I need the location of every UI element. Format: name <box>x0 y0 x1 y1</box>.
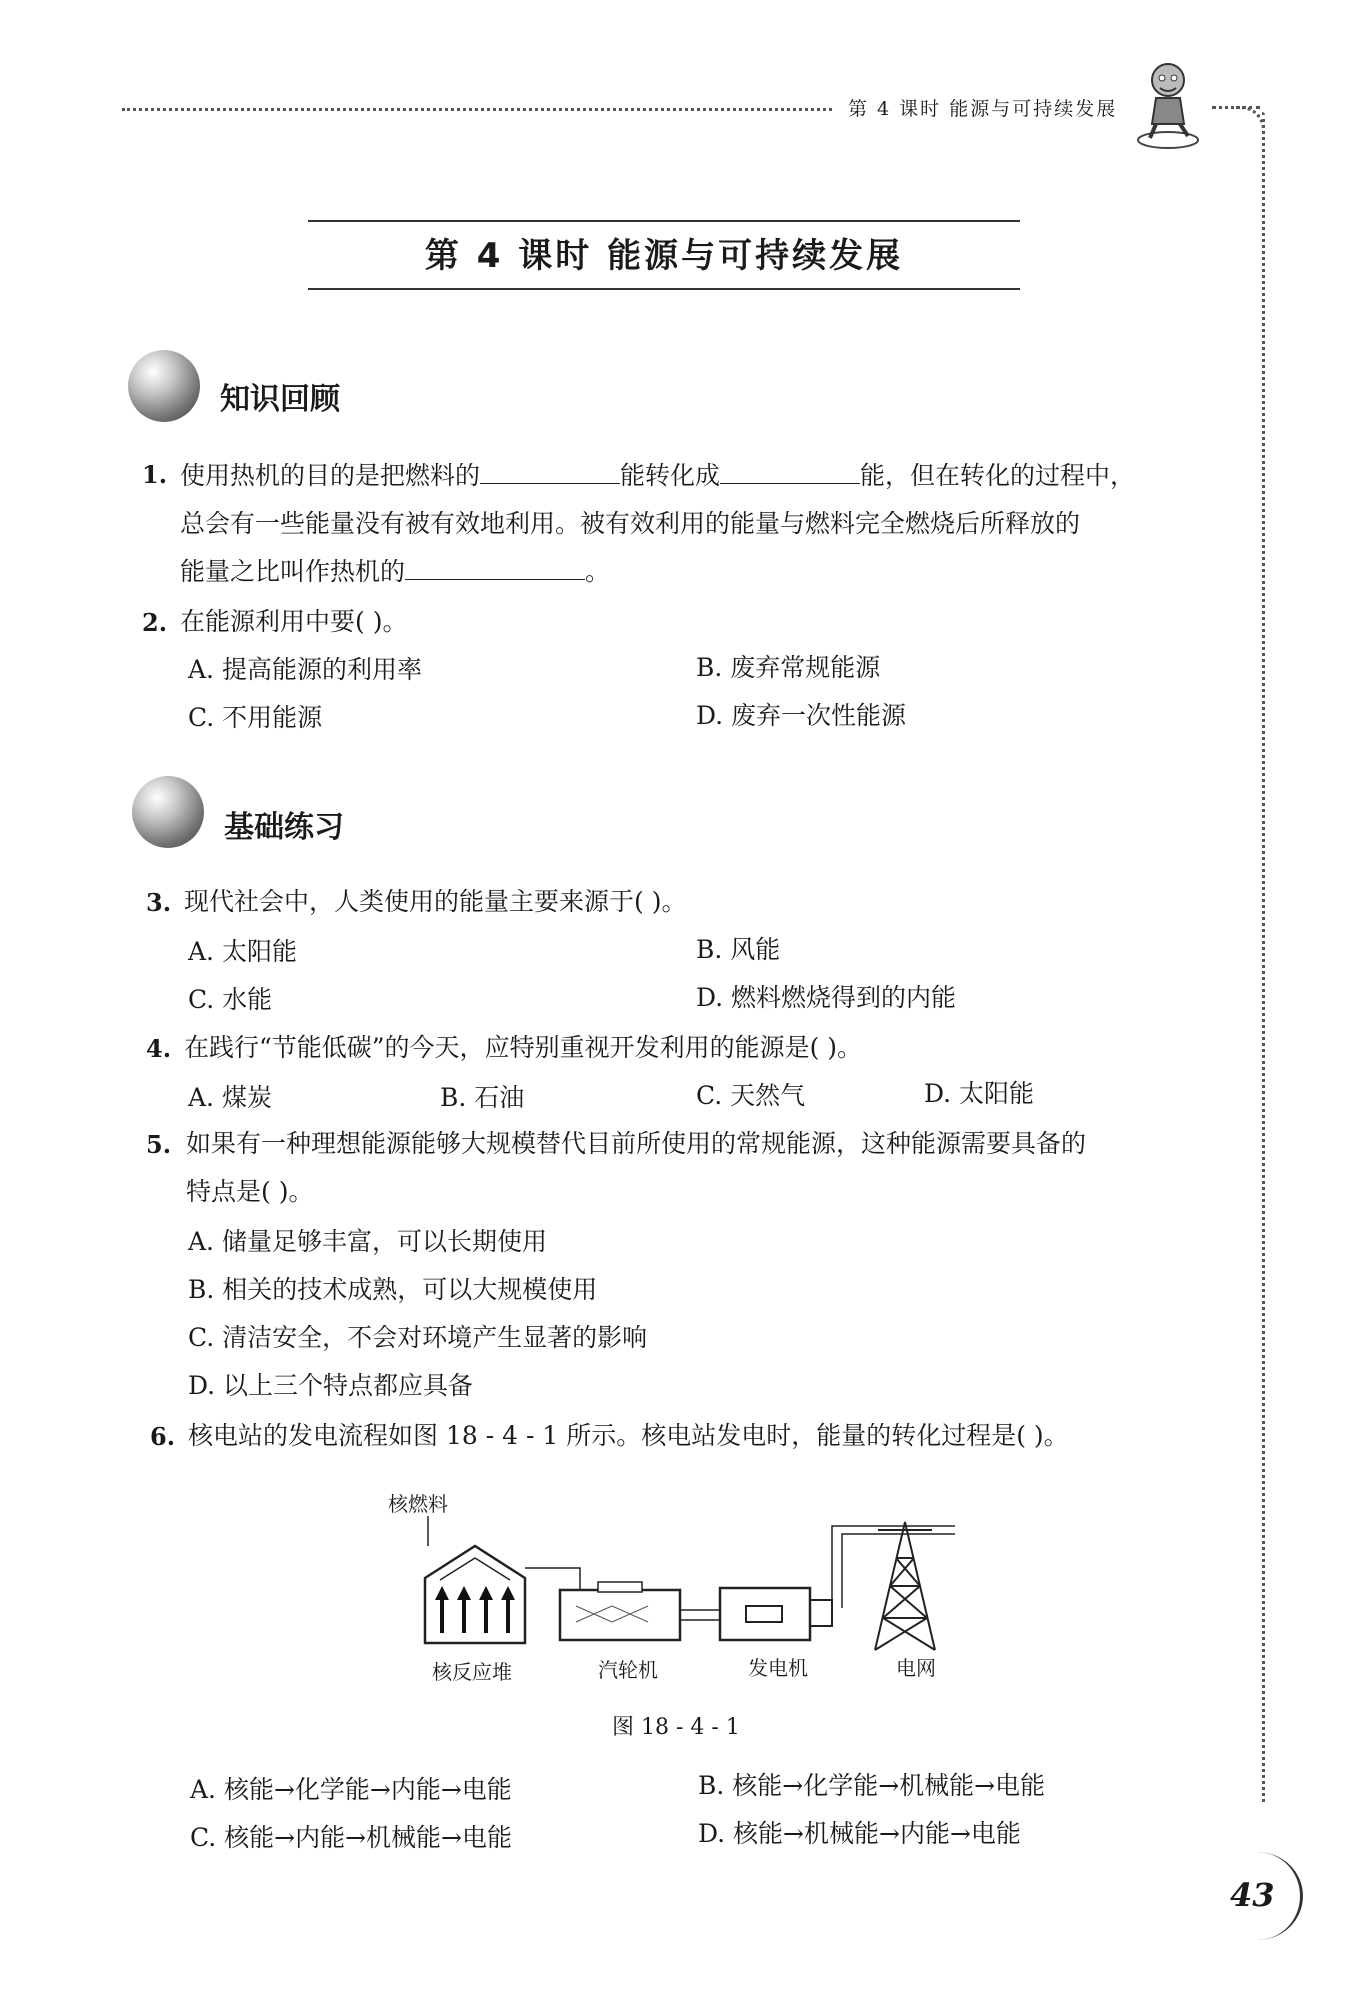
q1-text-c: 能，但在转化的过程中， <box>860 461 1136 490</box>
q2-option-c[interactable]: C. 不用能源 <box>188 703 323 732</box>
rail-corner <box>1236 106 1265 135</box>
q1-text-e: 。 <box>585 557 611 586</box>
right-margin-rail <box>1262 112 1265 1802</box>
q6-stem: 核电站的发电流程如图 18 - 4 - 1 所示。核电站发电时，能量的转化过程是( )。 <box>188 1421 1069 1450</box>
question-number: 3. <box>146 888 172 917</box>
q2-option-a[interactable]: A. 提高能源的利用率 <box>188 655 422 684</box>
page-number: 43 <box>1230 1876 1275 1914</box>
q1-blank-1[interactable] <box>480 479 620 484</box>
label-generator: 发电机 <box>748 1656 808 1680</box>
page-title: 第 4 课时 能源与可持续发展 <box>424 236 904 276</box>
q6-option-d[interactable]: D. 核能→机械能→内能→电能 <box>698 1819 1021 1848</box>
q3-option-b[interactable]: B. 风能 <box>696 935 781 964</box>
globe-icon <box>132 776 204 848</box>
q5-line-1: 如果有一种理想能源能够大规模替代目前所使用的常规能源，这种能源需要具备的 <box>186 1129 1087 1158</box>
q3-option-a[interactable]: A. 太阳能 <box>188 937 297 966</box>
q4-option-d[interactable]: D. 太阳能 <box>924 1079 1035 1108</box>
q2-option-b[interactable]: B. 废弃常规能源 <box>696 653 881 682</box>
q5-option-c[interactable]: C. 清洁安全，不会对环境产生显著的影响 <box>188 1323 648 1352</box>
q4-stem: 在践行“节能低碳”的今天，应特别重视开发利用的能源是( )。 <box>184 1033 863 1062</box>
section-title-practice: 基础练习 <box>224 810 344 845</box>
q5-option-d[interactable]: D. 以上三个特点都应具备 <box>188 1371 474 1400</box>
q5-option-b[interactable]: B. 相关的技术成熟，可以大规模使用 <box>188 1275 598 1304</box>
q5-option-a[interactable]: A. 储量足够丰富，可以长期使用 <box>188 1227 547 1256</box>
q3-option-c[interactable]: C. 水能 <box>188 985 273 1014</box>
q6-option-a[interactable]: A. 核能→化学能→内能→电能 <box>190 1775 512 1804</box>
reactor-arrows <box>442 1598 508 1633</box>
header-rule <box>122 108 832 111</box>
globe-icon <box>128 350 200 422</box>
q1-line-1 <box>180 456 1135 492</box>
question-number: 2. <box>142 608 168 637</box>
generator <box>720 1588 810 1640</box>
q5-line-2: 特点是( )。 <box>186 1177 314 1206</box>
q6-option-b[interactable]: B. 核能→化学能→机械能→电能 <box>698 1771 1046 1800</box>
q4-option-c[interactable]: C. 天然气 <box>696 1081 806 1110</box>
q1-text-b: 能转化成 <box>620 461 721 490</box>
question-number: 1. <box>142 460 168 489</box>
q3-stem: 现代社会中，人类使用的能量主要来源于( )。 <box>184 887 687 916</box>
section-title-review: 知识回顾 <box>220 382 340 417</box>
label-reactor: 核反应堆 <box>432 1660 512 1684</box>
figure-caption: 图 18 - 4 - 1 <box>612 1715 740 1740</box>
label-nuclear-fuel: 核燃料 <box>388 1492 448 1516</box>
q1-line-2: 总会有一些能量没有被有效地利用。被有效利用的能量与燃料完全燃烧后所释放的 <box>180 509 1081 538</box>
label-turbine: 汽轮机 <box>598 1658 658 1682</box>
label-grid: 电网 <box>896 1656 936 1680</box>
turbine <box>560 1590 680 1640</box>
question-number: 5. <box>146 1130 172 1159</box>
mascot-icon <box>1132 58 1204 150</box>
question-number: 6. <box>150 1422 176 1451</box>
q1-blank-2[interactable] <box>720 479 860 484</box>
q1-text-d: 能量之比叫作热机的 <box>180 557 406 586</box>
question-number: 4. <box>146 1034 172 1063</box>
q2-option-d[interactable]: D. 废弃一次性能源 <box>696 701 907 730</box>
running-header: 第 4 课时 能源与可持续发展 <box>848 98 1118 120</box>
q1-line-3 <box>180 552 610 588</box>
q2-stem: 在能源利用中要( )。 <box>180 607 408 636</box>
q3-option-d[interactable]: D. 燃料燃烧得到的内能 <box>696 983 957 1012</box>
q4-option-a[interactable]: A. 煤炭 <box>188 1083 272 1112</box>
q1-blank-3[interactable] <box>405 575 585 580</box>
power-grid-tower <box>875 1522 935 1650</box>
q4-option-b[interactable]: B. 石油 <box>440 1083 525 1112</box>
q6-option-c[interactable]: C. 核能→内能→机械能→电能 <box>190 1823 512 1852</box>
q1-text-a: 使用热机的目的是把燃料的 <box>180 461 481 490</box>
